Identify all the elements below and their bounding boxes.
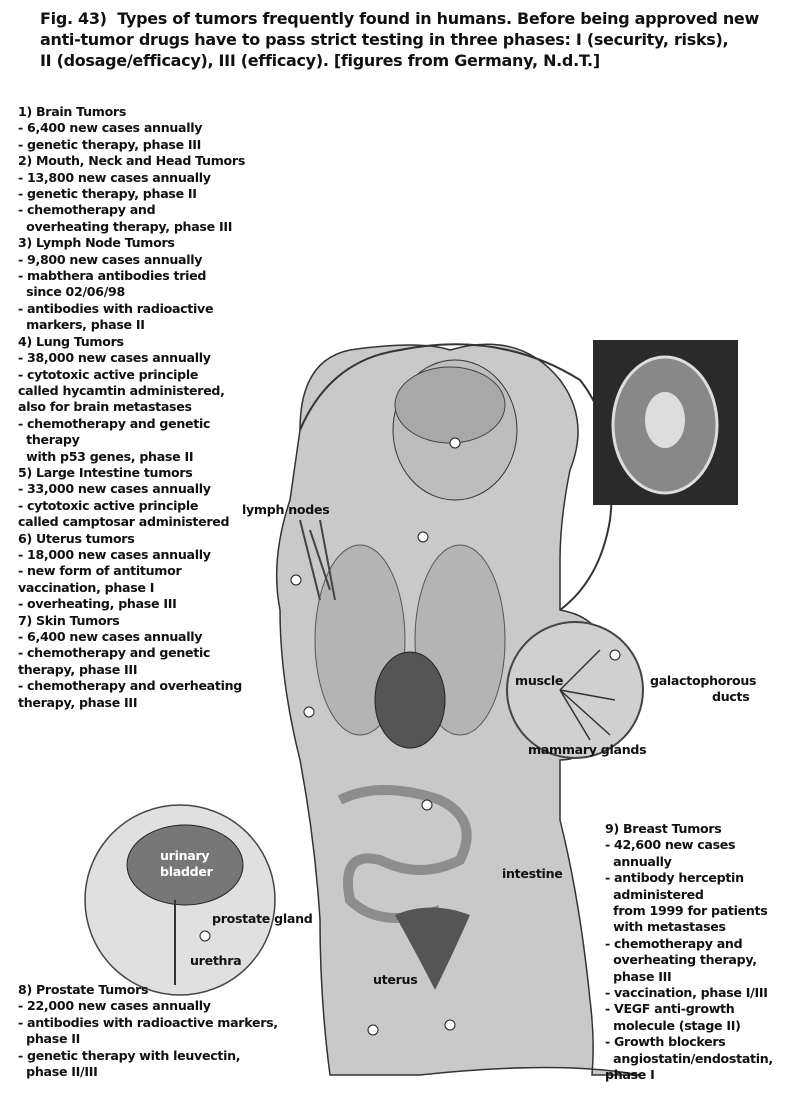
section-line: therapy (18, 432, 80, 448)
label-intestine: intestine (502, 866, 563, 881)
section-line: - chemotherapy and genetic (18, 415, 211, 431)
section-line: overheating therapy, (605, 952, 757, 968)
section-line: - chemotherapy and genetic (18, 645, 211, 661)
breast-inset (507, 622, 643, 758)
tumor-list-left (18, 104, 245, 711)
section-line: - 6,400 new cases annually (18, 120, 203, 136)
section-line: - cytotoxic active principle (18, 497, 199, 513)
section-line: - antibody herceptin (605, 870, 744, 886)
marker-2 (418, 532, 428, 542)
section-title: 7) Skin Tumors (18, 612, 120, 628)
section-line: - chemotherapy and overheating (18, 678, 243, 694)
section-line: - Growth blockers (605, 1034, 726, 1050)
caption-line: II (dosage/efficacy), III (efficacy). [figures from Germany, N.d.T.] (40, 51, 600, 70)
section-line: phase III (605, 968, 672, 984)
section-line: - 18,000 new cases annually (18, 546, 211, 562)
marker-5 (422, 800, 432, 810)
section-line: also for brain metastases (18, 399, 192, 415)
marker-9 (610, 650, 620, 660)
section-line: - genetic therapy, phase II (18, 186, 197, 202)
section-line: - 38,000 new cases annually (18, 350, 211, 366)
section-line: called camptosar administered (18, 514, 230, 530)
brain (395, 367, 505, 443)
section-line: annually (605, 853, 672, 869)
caption-line: Fig. 43) Types of tumors frequently found in humans. Before being approved new (40, 9, 759, 28)
marker-4 (304, 707, 314, 717)
section-line: - VEGF anti-growth (605, 1001, 735, 1017)
section-line: - chemotherapy and (18, 202, 156, 218)
brain-scan-ventricles (645, 392, 685, 448)
caption-line: anti-tumor drugs have to pass strict testing in three phases: I (security, risks), (40, 30, 729, 49)
section-line: markers, phase II (18, 317, 145, 333)
section-line: - antibodies with radioactive (18, 300, 214, 316)
label-mammary-glands: mammary glands (528, 742, 647, 757)
section-line: angiostatin/endostatin, (605, 1050, 773, 1066)
section-title: 3) Lymph Node Tumors (18, 235, 175, 251)
marker-3 (291, 575, 301, 585)
marker-7 (368, 1025, 378, 1035)
label-galactophorous: galactophorous (650, 673, 757, 688)
label-muscle: muscle (515, 673, 564, 688)
section-line: called hycamtin administered, (18, 382, 225, 398)
label-prostate-gland: prostate gland (212, 911, 313, 926)
section-line: - 13,800 new cases annually (18, 169, 211, 185)
section-title: 1) Brain Tumors (18, 104, 127, 119)
section-line: with metastases (605, 919, 726, 935)
section-line: therapy, phase III (18, 694, 138, 710)
section-title: 2) Mouth, Neck and Head Tumors (18, 153, 246, 169)
section-line: - 33,000 new cases annually (18, 481, 211, 497)
section-line: phase I (605, 1067, 655, 1083)
marker-1 (450, 438, 460, 448)
section-title: 9) Breast Tumors (605, 821, 722, 836)
section-line: - cytotoxic active principle (18, 366, 199, 382)
section-line: - genetic therapy, phase III (18, 136, 202, 152)
section-line: phase II/III (18, 1064, 98, 1080)
section-line: from 1999 for patients (605, 903, 768, 919)
section-line: - genetic therapy with leuvectin, (18, 1047, 241, 1063)
label-ducts: ducts (712, 689, 750, 704)
section-line: - mabthera antibodies tried (18, 268, 207, 284)
prostate-tumor-section (18, 982, 278, 1080)
section-line: phase II (18, 1031, 81, 1047)
section-line: with p53 genes, phase II (18, 448, 194, 464)
section-title: 4) Lung Tumors (18, 333, 124, 349)
section-line: - 6,400 new cases annually (18, 629, 203, 644)
section-line: vaccination, phase I (18, 579, 155, 595)
section-title: 6) Uterus tumors (18, 530, 135, 546)
section-line: - 9,800 new cases annually (18, 251, 203, 267)
section-line: - new form of antitumor (18, 563, 182, 579)
heart (375, 652, 445, 748)
section-line: administered (605, 886, 704, 902)
figure-caption (40, 8, 780, 71)
section-line: - vaccination, phase I/III (605, 985, 768, 1001)
section-line: since 02/06/98 (18, 284, 125, 300)
section-line: - 42,600 new cases (605, 837, 736, 853)
section-line: - 22,000 new cases annually (18, 998, 211, 1014)
label-urinary: urinary (160, 848, 210, 863)
section-title: 5) Large Intestine tumors (18, 464, 193, 480)
label-urethra: urethra (190, 953, 242, 968)
section-line: - antibodies with radioactive markers, (18, 1014, 278, 1030)
breast-tumor-section (605, 821, 773, 1084)
marker-6 (445, 1020, 455, 1030)
label-uterus: uterus (373, 972, 418, 987)
section-line: - chemotherapy and (605, 935, 743, 951)
section-line: molecule (stage II) (605, 1017, 741, 1033)
section-title: 8) Prostate Tumors (18, 982, 149, 997)
marker-8 (200, 931, 210, 941)
section-line: overheating therapy, phase III (18, 218, 233, 234)
section-line: - overheating, phase III (18, 596, 177, 612)
label-bladder: bladder (160, 864, 213, 879)
section-line: therapy, phase III (18, 661, 138, 677)
label-lymph-nodes: lymph nodes (242, 502, 330, 517)
